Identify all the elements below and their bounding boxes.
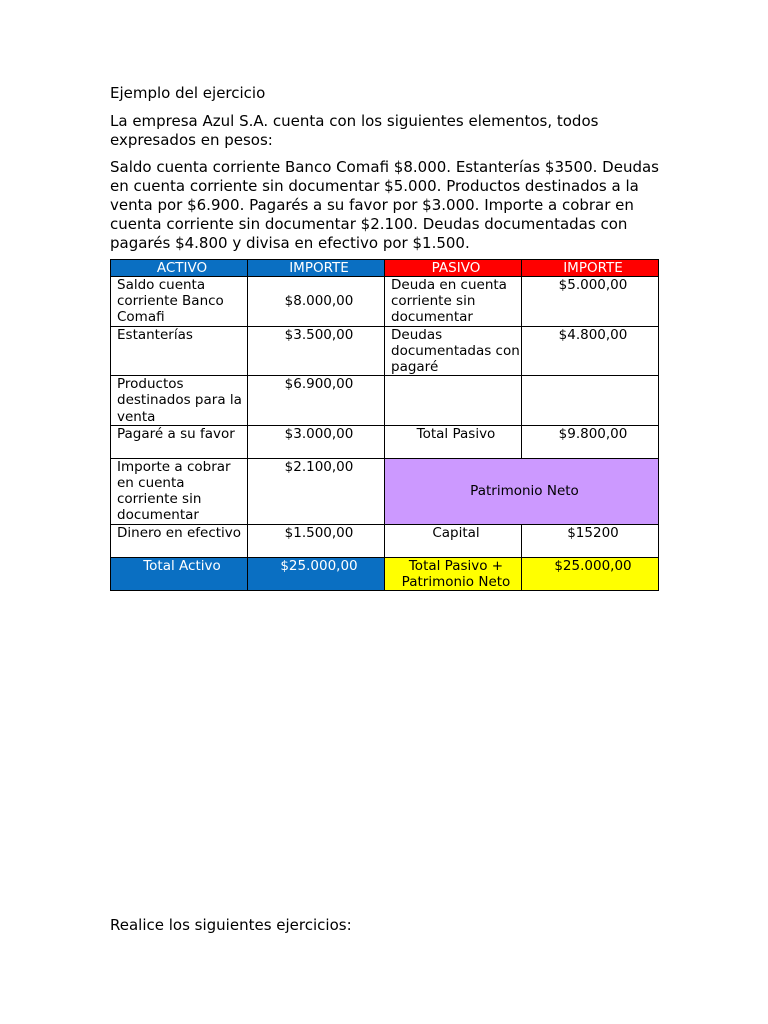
capital-value: $15200 — [522, 524, 659, 557]
patrimonio-neto-label: Patrimonio Neto — [385, 458, 659, 524]
activo-importe-cell: $2.100,00 — [248, 458, 385, 524]
table-row — [111, 326, 659, 376]
intro-paragraph: La empresa Azul S.A. cuenta con los siguientes elementos, todos expresados en pesos: — [110, 112, 599, 149]
header-importe-pasivo: IMPORTE — [522, 260, 659, 277]
balance-table — [110, 259, 659, 591]
pasivo-importe-cell: $5.000,00 — [522, 277, 659, 327]
activo-cell: Importe a cobrar en cuenta corriente sin documentar — [111, 458, 248, 524]
pasivo-cell: Deuda en cuenta corriente sin documentar — [385, 277, 522, 327]
pasivo-cell — [385, 376, 522, 426]
pasivo-importe-cell: $4.800,00 — [522, 326, 659, 376]
activo-cell: Productos destinados para la venta — [111, 376, 248, 426]
document-body — [110, 84, 670, 591]
total-pasivo-value: $9.800,00 — [522, 425, 659, 458]
pasivo-cell: Deudas documentadas con pagaré — [385, 326, 522, 376]
table-header-row — [111, 260, 659, 277]
activo-cell: Pagaré a su favor — [111, 425, 248, 458]
activo-cell: Saldo cuenta corriente Banco Comafi — [111, 277, 248, 327]
activo-importe-cell: $6.900,00 — [248, 376, 385, 426]
statement-paragraph: Saldo cuenta corriente Banco Comafi $8.000. Estanterías $3500. Deudas en cuenta corriente sin documentar $5.000. Productos destinados a la venta por $6.900. Pagarés a su favor por $3.000. Importe a cobrar en cuenta corriente sin documentar $2.100. Deudas documentadas con pagarés $4.800 y divisa en efectivo por $1.500. — [110, 158, 659, 252]
totals-row — [111, 557, 659, 590]
activo-cell: Dinero en efectivo — [111, 524, 248, 557]
capital-label: Capital — [385, 524, 522, 557]
table-row — [111, 277, 659, 327]
total-pasivo-patrimonio-value: $25.000,00 — [522, 557, 659, 590]
activo-importe-cell: $3.500,00 — [248, 326, 385, 376]
activo-cell: Estanterías — [111, 326, 248, 376]
header-importe-activo: IMPORTE — [248, 260, 385, 277]
total-activo-value: $25.000,00 — [248, 557, 385, 590]
example-heading: Ejemplo del ejercicio — [110, 84, 266, 102]
table-row — [111, 425, 659, 458]
table-row — [111, 376, 659, 426]
exercises-prompt: Realice los siguientes ejercicios: — [110, 916, 352, 934]
pasivo-importe-cell — [522, 376, 659, 426]
table-row — [111, 458, 659, 524]
activo-importe-cell: $1.500,00 — [248, 524, 385, 557]
activo-importe-cell: $8.000,00 — [248, 277, 385, 327]
table-row — [111, 524, 659, 557]
header-pasivo: PASIVO — [385, 260, 522, 277]
total-pasivo-patrimonio-label: Total Pasivo + Patrimonio Neto — [385, 557, 522, 590]
total-activo-label: Total Activo — [111, 557, 248, 590]
header-activo: ACTIVO — [111, 260, 248, 277]
activo-importe-cell: $3.000,00 — [248, 425, 385, 458]
total-pasivo-label: Total Pasivo — [385, 425, 522, 458]
